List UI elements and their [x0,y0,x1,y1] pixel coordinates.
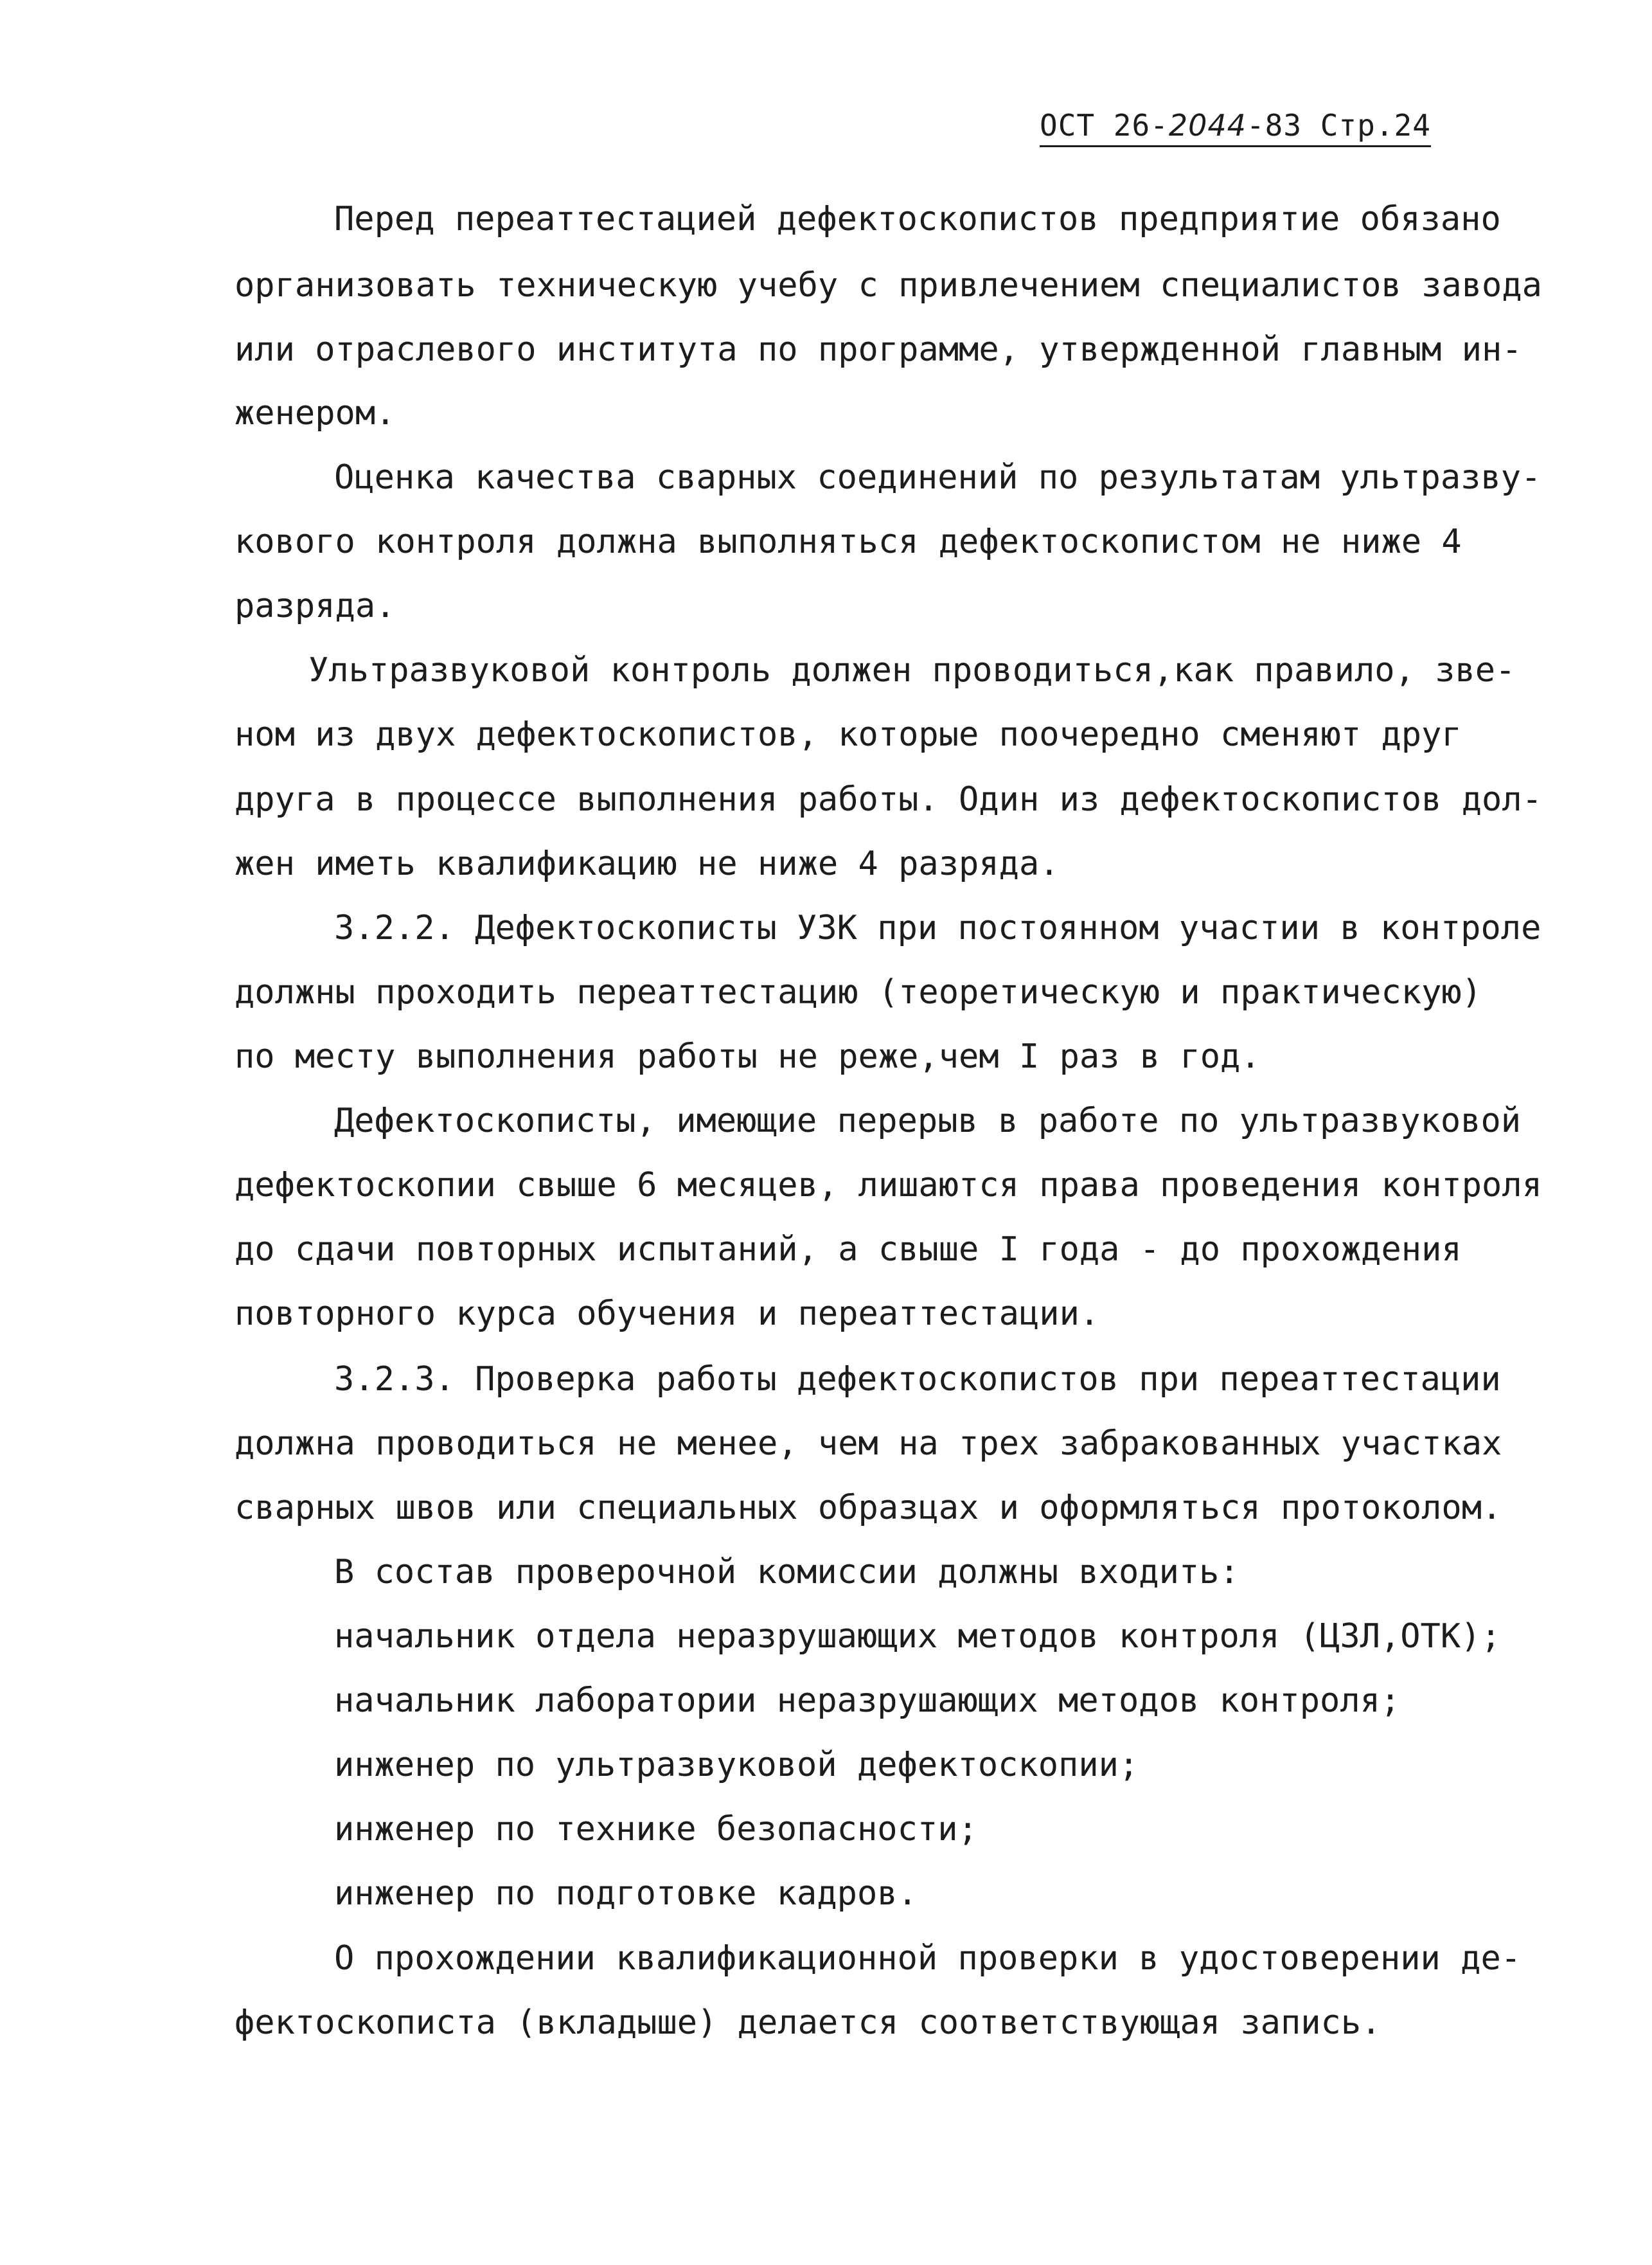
text-line: организовать техническую учебу с привлечением специалистов завода [235,266,1542,305]
text-line: начальник отдела неразрушающих методов контроля (ЦЗЛ,ОТК); [334,1617,1501,1656]
text-line: В состав проверочной комиссии должны входить: [334,1553,1239,1591]
text-line: дефектоскопии свыше 6 месяцев, лишаются права проведения контроля [235,1166,1542,1204]
text-line: инженер по подготовке кадров. [334,1874,918,1913]
text-line: жен иметь квалификацию не ниже 4 разряда. [235,845,1060,883]
page-header [1040,108,1431,147]
text-line: начальник лаборатории неразрушающих методов контроля; [334,1681,1401,1720]
text-line: сварных швов или специальных образцах и оформляться протоколом. [235,1489,1502,1527]
text-line: разряда. [235,587,396,625]
text-line: Дефектоскописты, имеющие перерыв в работе по ультразвуковой [334,1102,1522,1140]
text-line: 3.2.3. Проверка работы дефектоскопистов при переаттестации [334,1360,1501,1399]
text-line: Оценка качества сварных соединений по результатам ультразву- [334,458,1541,497]
text-line: ном из двух дефектоскопистов, которые поочередно сменяют друг [235,715,1462,754]
text-line: до сдачи повторных испытаний, а свыше I года - до прохождения [235,1230,1462,1269]
text-line: повторного курса обучения и переаттестации. [235,1294,1100,1333]
text-line: фектоскописта (вкладыше) делается соответствующая запись. [235,2003,1381,2042]
text-line: должна проводиться не менее, чем на трех забракованных участках [235,1424,1502,1463]
text-line: друга в процессе выполнения работы. Один из дефектоскопистов дол- [235,780,1542,819]
text-line: кового контроля должна выполняться дефектоскопистом не ниже 4 [235,523,1462,561]
header-handwritten-number: 2044 [1168,108,1247,143]
header-prefix: ОСТ 26- [1040,108,1169,143]
text-line: Ультразвуковой контроль должен проводиться,как правило, зве- [308,651,1516,690]
text-line: 3.2.2. Дефектоскописты УЗК при постоянном участии в контроле [334,909,1541,947]
text-line: женером. [235,394,396,433]
text-line: О прохождении квалификационной проверки в удостоверении де- [334,1939,1522,1978]
text-line: по месту выполнения работы не реже,чем I раз в год. [235,1037,1261,1076]
header-suffix: -83 Стр.24 [1246,108,1431,143]
text-line: должны проходить переаттестацию (теоретическую и практическую) [235,973,1482,1012]
text-line: инженер по ультразвуковой дефектоскопии; [334,1746,1139,1784]
text-line: Перед переаттестацией дефектоскопистов предприятие обязано [334,200,1501,238]
text-line: или отраслевого института по программе, утвержденной главным ин- [235,330,1522,369]
text-line: инженер по технике безопасности; [334,1810,978,1849]
